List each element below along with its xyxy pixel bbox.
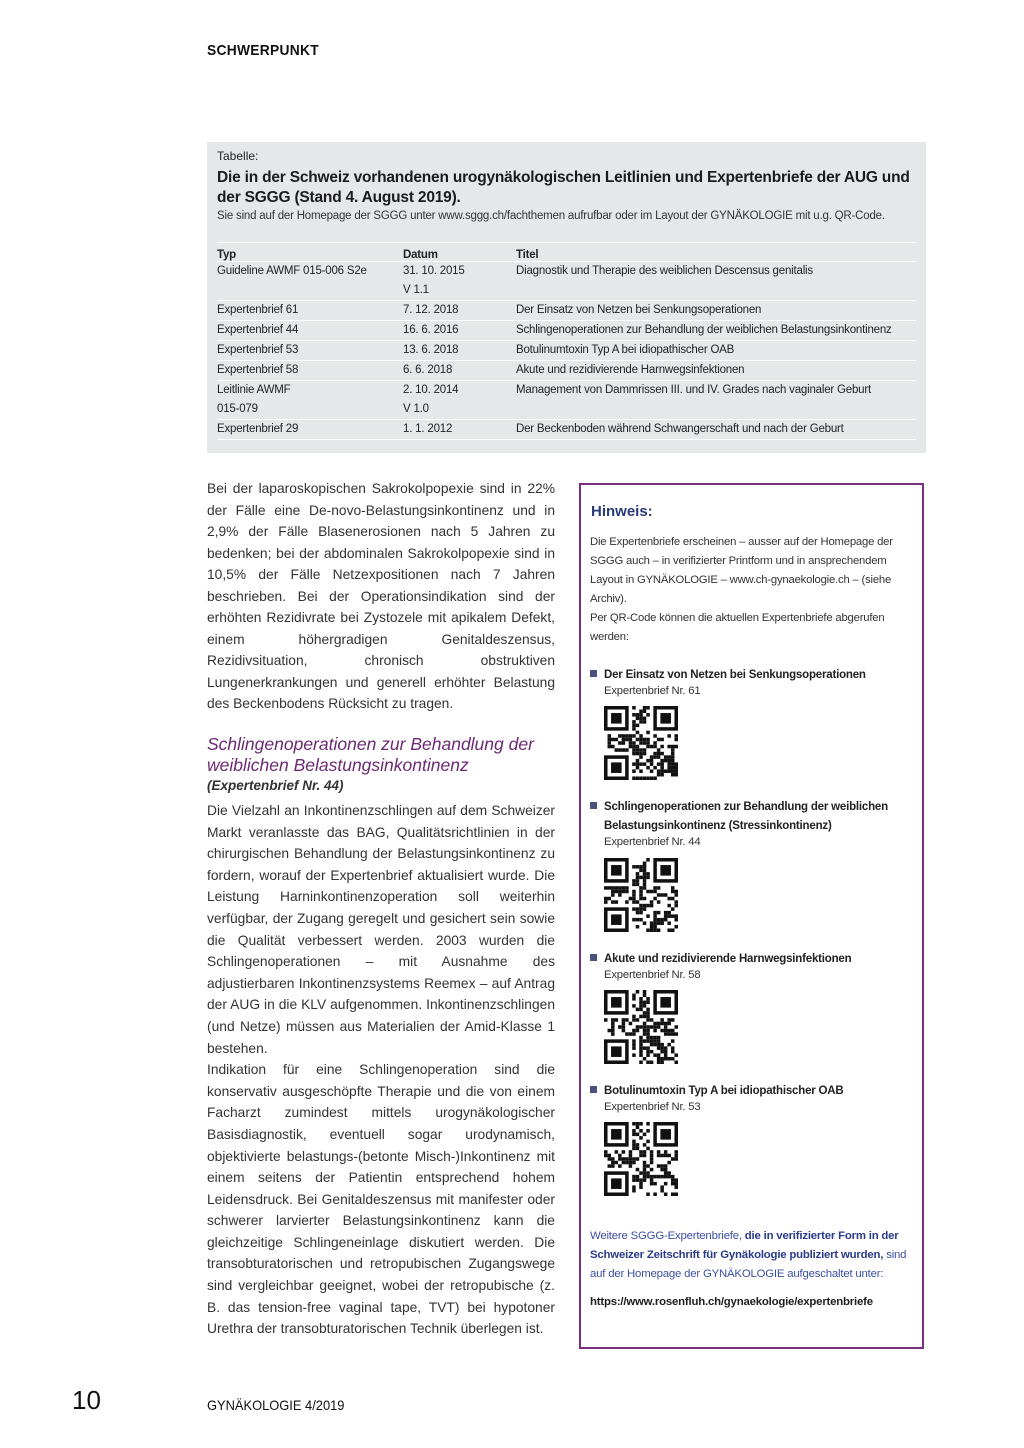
table-cell: Expertenbrief 44 xyxy=(217,321,403,341)
table-cell: 1. 1. 2012 xyxy=(403,420,516,440)
table-cell: 015-079 xyxy=(217,403,258,415)
article-body xyxy=(207,800,555,1340)
more-text-pre: Weitere SGGG-Expertenbriefe, xyxy=(590,1230,745,1242)
table-cell: Expertenbrief 58 xyxy=(217,361,403,381)
section-subtitle: (Expertenbrief Nr. 44) xyxy=(207,778,344,793)
section-title: Schlingenoperationen zur Behandlung der weiblichen Belastungsinkontinenz xyxy=(207,734,534,775)
table-cell xyxy=(516,281,916,301)
table-row xyxy=(217,262,916,282)
table-cell: 31. 10. 2015 xyxy=(403,262,516,282)
column-header-titel: Titel xyxy=(516,243,916,262)
table-row xyxy=(217,420,916,440)
table-row xyxy=(217,281,916,301)
paragraph: Die Vielzahl an Inkontinenzschlingen auf dem Schweizer Markt veranlasste das BAG, Qualitätsrichtlinien in der chirurgischen Behandlung der Belastungsinkontinenz zu fordern, worauf der Expertenbrief aktualisiert wurde. Die Leistung Harninkontinenzoperation soll weiterhin verfügbar, der Zugang geregelt und gesichert sein sowie die Qualität verbessert werden. 2003 wurden die Schlingenoperationen – mit Ausnahme des adjustierbaren Inkontinenzsystems Reemex – auf Antrag der AUG in die KLV aufgenommen. Inkontinenzschlingen (und Netze) müssen aus Materialien der Amid-Klasse 1 bestehen. xyxy=(207,803,555,1056)
square-bullet-icon xyxy=(590,1086,597,1093)
qr-code-icon[interactable] xyxy=(604,858,678,932)
table-row xyxy=(217,341,916,361)
paragraph: Die Expertenbriefe erscheinen – ausser auf der Homepage der SGGG auch – in verifizierter Printform und in ansprechendem Layout in GYNÄKOLOGIE – www.ch-gynaekologie.ch – (siehe Archiv). xyxy=(590,536,893,605)
section-header: SCHWERPUNKT xyxy=(207,42,319,59)
more-text-post: sind auf der Homepage der GYNÄKOLOGIE aufgeschaltet unter: xyxy=(590,1249,907,1280)
table-cell: Akute und rezidivierende Harnwegsinfektionen xyxy=(516,361,916,381)
table-cell: 6. 6. 2018 xyxy=(403,361,516,381)
more-text-bold: die in verifizierter Form in der Schweizer Zeitschrift für Gynäkologie publiziert wurden, xyxy=(590,1230,899,1261)
guidelines-table xyxy=(217,242,916,440)
table-row xyxy=(217,400,916,420)
table-cell: 7. 12. 2018 xyxy=(403,301,516,321)
table-cell: Botulinumtoxin Typ A bei idiopathischer OAB xyxy=(516,341,916,361)
table-kicker: Tabelle: xyxy=(217,149,259,163)
table-cell: Schlingenoperationen zur Behandlung der weiblichen Belastungsinkontinenz xyxy=(516,321,916,341)
qr-code-icon[interactable] xyxy=(604,706,678,780)
square-bullet-icon xyxy=(590,802,597,809)
page-number: 10 xyxy=(72,1385,101,1415)
table-cell: Der Einsatz von Netzen bei Senkungsoperationen xyxy=(516,301,916,321)
qr-code-icon[interactable] xyxy=(604,990,678,1064)
hint-text xyxy=(590,533,916,647)
table-cell: Expertenbrief 61 xyxy=(217,301,403,321)
table-cell: Leitlinie AWMF xyxy=(217,381,403,401)
table-row xyxy=(217,301,916,321)
column-header-typ: Typ xyxy=(217,243,403,262)
hint-title: Hinweis: xyxy=(591,503,653,520)
qr-item-subtitle: Expertenbrief Nr. 44 xyxy=(604,836,701,848)
qr-item-subtitle: Expertenbrief Nr. 58 xyxy=(604,969,701,981)
paragraph: Indikation für eine Schlingenoperation sind die konservativ ausgeschöpfte Therapie und die von einem Facharzt zumindest mittels urogynäkologischer Basisdiagnostik, eventuell sogar urodynamisch, objektivierte belastungs-(betonte Misch-)Inkontinenz mit einem seitens der Patientin entsprechend hohem Leidensdruck. Bei Genitaldeszensus mit manifester oder schwerer larvierter Belastungsinkontinenz kann die gleichzeitige Schlingeneinlage diskutiert werden. Die transobturatorischen und retropubischen Zugangswege sind vergleichbar geeignet, wobei der retropubische (z. B. das tension-free vaginal tape, TVT) bei hypotoner Urethra der transobturatorischen Technik überlegen ist. xyxy=(207,1062,555,1337)
table-cell: V 1.0 xyxy=(403,403,429,415)
table-row xyxy=(217,381,916,401)
qr-item-title: Akute und rezidivierende Harnwegsinfektionen xyxy=(604,953,852,965)
table-cell: Management von Dammrissen III. und IV. Grades nach vaginaler Geburt xyxy=(516,381,916,401)
table-subtitle: Sie sind auf der Homepage der SGGG unter www.sggg.ch/fachthemen aufrufbar oder im Layout der GYNÄKOLOGIE mit u.g. QR-Code. xyxy=(217,210,885,222)
table-cell: 13. 6. 2018 xyxy=(403,341,516,361)
paragraph: Per QR-Code können die aktuellen Expertenbriefe abgerufen werden: xyxy=(590,612,885,643)
square-bullet-icon xyxy=(590,954,597,961)
qr-item-title: Schlingenoperationen zur Behandlung der weiblichen Belastungsinkontinenz (Stressinkontinenz) xyxy=(604,801,888,832)
qr-item-subtitle: Expertenbrief Nr. 53 xyxy=(604,1101,701,1113)
table-cell: Expertenbrief 29 xyxy=(217,420,403,440)
table-cell xyxy=(217,281,403,301)
table-row xyxy=(217,361,916,381)
table-cell: Guideline AWMF 015-006 S2e xyxy=(217,262,403,282)
table-title: Die in der Schweiz vorhandenen urogynäkologischen Leitlinien und Expertenbriefe der AUG und der SGGG (Stand 4. August 2019). xyxy=(217,169,910,206)
qr-item-subtitle: Expertenbrief Nr. 61 xyxy=(604,685,701,697)
table-cell: 16. 6. 2016 xyxy=(403,321,516,341)
paragraph: Bei der laparoskopischen Sakrokolpopexie sind in 22% der Fälle eine De-novo-Belastungsinkontinenz und in 2,9% der Fälle Blasenerosionen nach 5 Jahren zu bedenken; bei der abdominalen Sakrokolpopexie sind in 10,5% der Fälle Netzexpositionen nach 7 Jahren beschrieben. Bei der Operationsindikation sind der erhöhten Rezidivrate bei Zystozele mit apikalem Defekt, einem höhergradigen Genitaldeszensus, Rezidivsituation, chronisch obstruktiven Lungenerkrankungen und generell erhöhter Belastung des Beckenbodens Rücksicht zu tragen. xyxy=(207,481,555,711)
article-intro xyxy=(207,478,555,715)
table-cell xyxy=(516,400,916,420)
table-cell: Expertenbrief 53 xyxy=(217,341,403,361)
square-bullet-icon xyxy=(590,670,597,677)
expertenbriefe-link[interactable]: https://www.rosenfluh.ch/gynaekologie/expertenbriefe xyxy=(590,1296,873,1308)
column-header-datum: Datum xyxy=(403,243,516,262)
qr-item-title: Der Einsatz von Netzen bei Senkungsoperationen xyxy=(604,669,866,681)
more-letters-note xyxy=(590,1227,920,1284)
table-row xyxy=(217,321,916,341)
table-cell: Diagnostik und Therapie des weiblichen Descensus genitalis xyxy=(516,262,916,282)
table-cell: Der Beckenboden während Schwangerschaft und nach der Geburt xyxy=(516,420,916,440)
table-box xyxy=(207,142,926,453)
qr-code-icon[interactable] xyxy=(604,1122,678,1196)
table-cell: 2. 10. 2014 xyxy=(403,381,516,401)
journal-footer: GYNÄKOLOGIE 4/2019 xyxy=(207,1397,345,1413)
qr-item-title: Botulinumtoxin Typ A bei idiopathischer OAB xyxy=(604,1085,844,1097)
table-cell: V 1.1 xyxy=(403,284,429,296)
